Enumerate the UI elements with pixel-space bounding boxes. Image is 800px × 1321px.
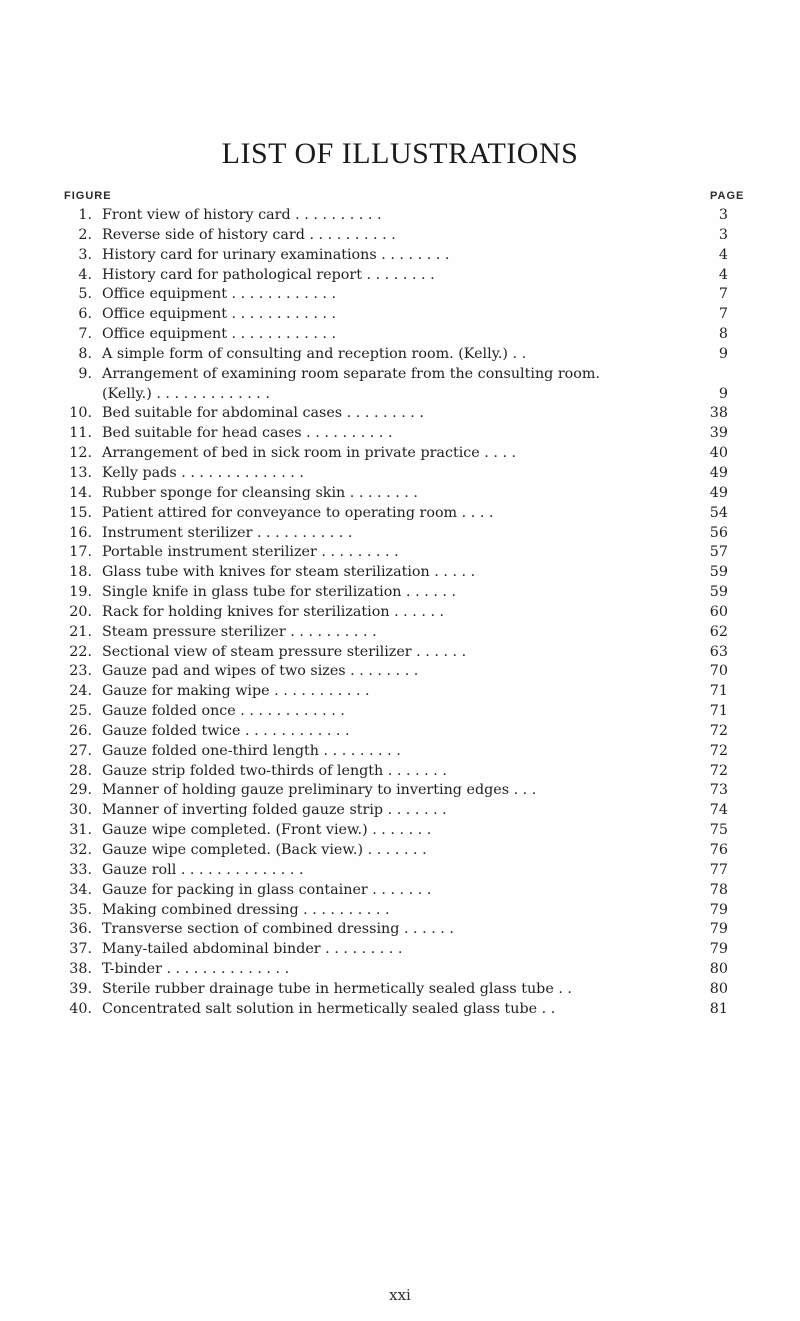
page-number: 79 bbox=[709, 921, 728, 938]
list-item bbox=[64, 841, 728, 861]
figure-caption: Office equipment . . . . . . . . . . . . bbox=[102, 306, 337, 323]
figure-number: 35. bbox=[69, 901, 92, 918]
figure-caption: History card for urinary examinations . . . . . . . . bbox=[102, 246, 450, 263]
list-item bbox=[64, 285, 728, 305]
list-item bbox=[64, 722, 728, 742]
figure-caption: Single knife in glass tube for sterilization . . . . . . bbox=[102, 584, 457, 601]
figure-number: 24. bbox=[69, 683, 92, 700]
list-item bbox=[64, 623, 728, 643]
figure-caption: Gauze strip folded two-thirds of length . . . . . . . bbox=[102, 762, 447, 779]
page-number: 49 bbox=[709, 484, 728, 501]
page-number: 81 bbox=[709, 1000, 728, 1017]
figure-number: 14. bbox=[69, 484, 92, 501]
figure-number: 19. bbox=[69, 584, 92, 601]
figure-number: 12. bbox=[69, 445, 92, 462]
figure-number: 38. bbox=[69, 961, 92, 978]
figure-caption: Rack for holding knives for sterilization . . . . . . bbox=[102, 603, 445, 620]
list-item bbox=[64, 920, 728, 940]
figure-number: 20. bbox=[69, 603, 92, 620]
page-number: 8 bbox=[718, 326, 728, 343]
page-number: 79 bbox=[709, 901, 728, 918]
figure-number: 23. bbox=[69, 663, 92, 680]
figure-caption: Gauze wipe completed. (Front view.) . . . . . . . bbox=[102, 822, 432, 839]
page-number: 60 bbox=[709, 603, 728, 620]
list-item bbox=[64, 881, 728, 901]
figure-number: 1. bbox=[78, 207, 92, 223]
list-item bbox=[64, 603, 728, 623]
figure-caption: Concentrated salt solution in hermetically sealed glass tube . . bbox=[102, 1000, 556, 1017]
figure-caption: Office equipment . . . . . . . . . . . . bbox=[102, 326, 337, 343]
page-number: 56 bbox=[709, 524, 728, 541]
page-number: 9 bbox=[718, 345, 728, 362]
page-number: 72 bbox=[709, 722, 728, 739]
figure-number: 32. bbox=[69, 842, 92, 858]
figure-number: 16. bbox=[69, 524, 92, 541]
figure-caption: Bed suitable for abdominal cases . . . . . . . . . bbox=[102, 405, 424, 422]
list-item bbox=[64, 524, 728, 544]
page-number: 77 bbox=[709, 861, 728, 878]
figure-number: 2. bbox=[78, 226, 92, 243]
list-item bbox=[64, 861, 728, 881]
figure-caption: Portable instrument sterilizer . . . . . . . . . bbox=[102, 544, 399, 561]
figure-number: 13. bbox=[69, 464, 92, 481]
illustrations-list bbox=[64, 206, 728, 1020]
figure-caption: Reverse side of history card . . . . . . . . . . bbox=[102, 226, 396, 243]
page-number: 76 bbox=[709, 842, 728, 858]
page-number: 80 bbox=[709, 961, 728, 978]
figure-number: 3. bbox=[78, 246, 92, 263]
figure-caption: Steam pressure sterilizer . . . . . . . . . . bbox=[102, 623, 377, 640]
page-number: 73 bbox=[709, 782, 728, 799]
figure-caption: Gauze folded once . . . . . . . . . . . . bbox=[102, 703, 345, 720]
page-title: LIST OF ILLUSTRATIONS bbox=[221, 137, 579, 170]
list-item bbox=[64, 226, 728, 246]
page-number: 72 bbox=[709, 742, 728, 759]
page-number: 71 bbox=[709, 703, 728, 720]
page-number: 59 bbox=[709, 584, 728, 601]
list-item bbox=[64, 543, 728, 563]
page-number: 9 bbox=[718, 385, 728, 402]
figure-caption: A simple form of consulting and reception room. (Kelly.) . . bbox=[102, 345, 527, 362]
figure-number: 28. bbox=[69, 762, 92, 779]
page-number: 70 bbox=[709, 663, 728, 680]
figure-number: 29. bbox=[69, 782, 92, 799]
figure-column-header: FIGURE bbox=[64, 190, 112, 202]
page-number: 63 bbox=[709, 643, 728, 660]
figure-number: 11. bbox=[69, 425, 92, 442]
list-item bbox=[64, 583, 728, 603]
page-number: 40 bbox=[709, 445, 728, 462]
figure-caption: Arrangement of bed in sick room in private practice . . . . bbox=[102, 445, 517, 462]
list-item bbox=[64, 444, 728, 464]
figure-number: 33. bbox=[69, 861, 92, 878]
figure-caption: T-binder . . . . . . . . . . . . . . bbox=[102, 961, 290, 978]
figure-caption: Many-tailed abdominal binder . . . . . . . . . bbox=[102, 941, 403, 958]
page-column-header: PAGE bbox=[710, 190, 745, 202]
list-item bbox=[64, 662, 728, 682]
figure-caption: Gauze for making wipe . . . . . . . . . . . bbox=[102, 683, 370, 700]
list-item bbox=[64, 424, 728, 444]
figure-caption: Sterile rubber drainage tube in hermetically sealed glass tube . . bbox=[102, 980, 572, 997]
figure-caption: History card for pathological report . . . . . . . . bbox=[102, 266, 435, 283]
figure-number: 36. bbox=[69, 921, 92, 938]
list-item bbox=[64, 643, 728, 663]
page-number: 78 bbox=[709, 881, 728, 898]
figure-caption: Front view of history card . . . . . . . . . . bbox=[102, 207, 382, 223]
figure-caption: Gauze wipe completed. (Back view.) . . . . . . . bbox=[102, 842, 427, 858]
page-number: 75 bbox=[709, 822, 728, 839]
page-number: 57 bbox=[709, 544, 728, 561]
figure-number: 39. bbox=[69, 980, 92, 997]
figure-number: 22. bbox=[69, 643, 92, 660]
figure-caption: Instrument sterilizer . . . . . . . . . . . bbox=[102, 524, 353, 541]
figure-number: 4. bbox=[78, 266, 92, 283]
figure-caption: Patient attired for conveyance to operating room . . . . bbox=[102, 504, 494, 521]
figure-caption: Glass tube with knives for steam sterilization . . . . . bbox=[102, 564, 476, 581]
list-item bbox=[64, 781, 728, 801]
page-number: 3 bbox=[718, 207, 728, 223]
page-number: 72 bbox=[709, 762, 728, 779]
list-item bbox=[64, 404, 728, 424]
figure-number: 40. bbox=[69, 1000, 92, 1017]
page-number: 59 bbox=[709, 564, 728, 581]
figure-caption: Gauze pad and wipes of two sizes . . . . . . . . bbox=[102, 663, 419, 680]
figure-number: 26. bbox=[69, 722, 92, 739]
figure-number: 25. bbox=[69, 703, 92, 720]
list-item bbox=[64, 940, 728, 960]
figure-number: 30. bbox=[69, 802, 92, 819]
figure-number: 17. bbox=[69, 544, 92, 561]
list-item bbox=[64, 901, 728, 921]
figure-number: 9. bbox=[78, 365, 92, 382]
figure-caption: Gauze for packing in glass container . . . . . . . bbox=[102, 881, 432, 898]
figure-caption: Sectional view of steam pressure sterilizer . . . . . . bbox=[102, 643, 467, 660]
figure-number: 27. bbox=[69, 742, 92, 759]
list-item bbox=[64, 365, 728, 405]
list-item bbox=[64, 742, 728, 762]
figure-caption-continued: (Kelly.) . . . . . . . . . . . . . bbox=[102, 385, 270, 402]
page-number: 54 bbox=[709, 504, 728, 521]
figure-caption: Bed suitable for head cases . . . . . . . . . . bbox=[102, 425, 393, 442]
list-item bbox=[64, 504, 728, 524]
list-item bbox=[64, 1000, 728, 1020]
list-item bbox=[64, 345, 728, 365]
figure-caption: Manner of inverting folded gauze strip . . . . . . . bbox=[102, 802, 447, 819]
list-item bbox=[64, 801, 728, 821]
figure-number: 21. bbox=[69, 623, 92, 640]
page-number: 7 bbox=[718, 306, 728, 323]
list-item bbox=[64, 960, 728, 980]
figure-caption: Arrangement of examining room separate from the consulting room. bbox=[102, 365, 600, 382]
figure-number: 7. bbox=[78, 326, 92, 343]
figure-caption: Rubber sponge for cleansing skin . . . . . . . . bbox=[102, 484, 418, 501]
figure-number: 31. bbox=[69, 822, 92, 839]
page-number: 71 bbox=[709, 683, 728, 700]
figure-number: 15. bbox=[69, 504, 92, 521]
figure-number: 10. bbox=[69, 405, 92, 422]
page-number: 79 bbox=[709, 941, 728, 958]
figure-number: 34. bbox=[69, 881, 92, 898]
list-item bbox=[64, 464, 728, 484]
figure-caption: Gauze folded one-third length . . . . . . . . . bbox=[102, 742, 401, 759]
page-number: 7 bbox=[718, 286, 728, 303]
figure-number: 37. bbox=[69, 941, 92, 958]
page-number: 80 bbox=[709, 980, 728, 997]
page-number: 74 bbox=[709, 802, 728, 819]
page-number: 49 bbox=[709, 464, 728, 481]
page-number: 39 bbox=[709, 425, 728, 442]
page-number: 38 bbox=[709, 405, 728, 422]
list-item bbox=[64, 266, 728, 286]
list-item bbox=[64, 206, 728, 226]
list-item bbox=[64, 563, 728, 583]
figure-caption: Transverse section of combined dressing . . . . . . bbox=[102, 921, 454, 938]
list-item bbox=[64, 325, 728, 345]
page-number: 62 bbox=[709, 623, 728, 640]
list-item bbox=[64, 980, 728, 1000]
figure-caption: Kelly pads . . . . . . . . . . . . . . bbox=[102, 464, 304, 481]
page-number: 4 bbox=[718, 266, 728, 283]
figure-number: 8. bbox=[78, 345, 92, 362]
list-item bbox=[64, 702, 728, 722]
figure-caption: Making combined dressing . . . . . . . . . . bbox=[102, 901, 390, 918]
list-item bbox=[64, 682, 728, 702]
page-number: 4 bbox=[718, 246, 728, 263]
list-item bbox=[64, 762, 728, 782]
page-folio: xxi bbox=[389, 1286, 411, 1304]
figure-number: 5. bbox=[78, 286, 92, 303]
figure-number: 18. bbox=[69, 564, 92, 581]
page-number: 3 bbox=[718, 226, 728, 243]
list-item bbox=[64, 484, 728, 504]
figure-caption: Gauze roll . . . . . . . . . . . . . . bbox=[102, 861, 304, 878]
figure-caption: Manner of holding gauze preliminary to inverting edges . . . bbox=[102, 782, 537, 799]
figure-caption: Office equipment . . . . . . . . . . . . bbox=[102, 286, 337, 303]
list-item bbox=[64, 821, 728, 841]
figure-number: 6. bbox=[78, 306, 92, 323]
list-item bbox=[64, 305, 728, 325]
list-item bbox=[64, 246, 728, 266]
figure-caption: Gauze folded twice . . . . . . . . . . . . bbox=[102, 722, 350, 739]
